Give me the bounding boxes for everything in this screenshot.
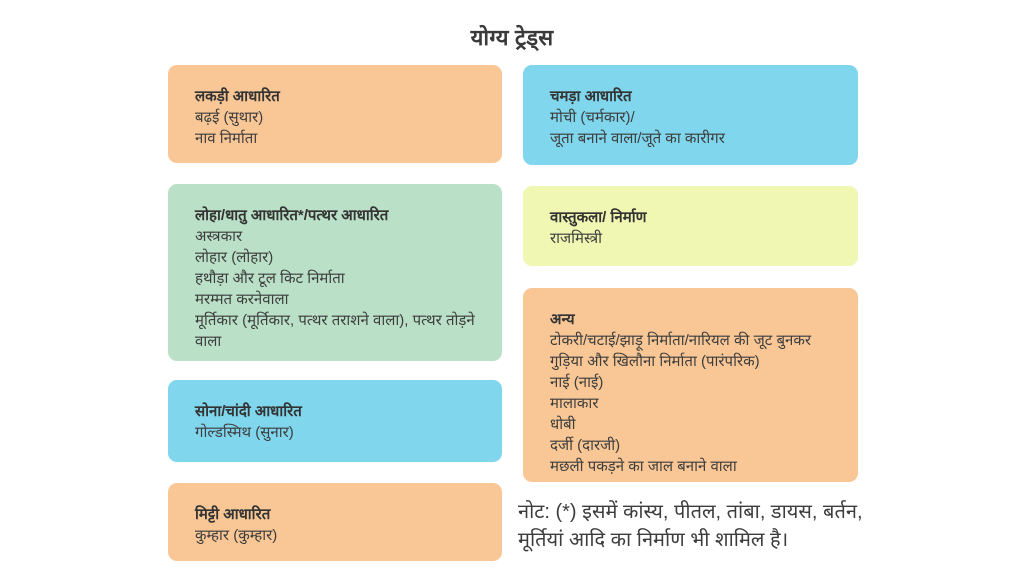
card-other-trades [523, 288, 858, 482]
trade-item: टोकरी/चटाई/झाड़ू निर्माता/नारियल की जूट बुनकर [550, 332, 811, 349]
trade-item: लोहार (लोहार) [195, 249, 274, 266]
card-leather-header: चमड़ा आधारित [550, 88, 632, 105]
trade-item: गुड़िया और खिलौना निर्माता (पारंपरिक) [550, 353, 760, 370]
trade-item: गोल्डस्मिथ (सुनार) [195, 424, 294, 441]
card-leather-based [523, 65, 858, 165]
card-architecture-header: वास्तुकला/ निर्माण [550, 209, 647, 226]
card-metal-stone-header: लोहा/धातु आधारित*/पत्थर आधारित [195, 207, 389, 224]
card-clay-based [168, 483, 502, 561]
card-gold-silver-header: सोना/चांदी आधारित [195, 403, 302, 420]
trade-item: जूता बनाने वाला/जूते का कारीगर [550, 130, 725, 147]
trade-item: मछली पकड़ने का जाल बनाने वाला [550, 458, 737, 475]
card-metal-stone-based [168, 184, 502, 361]
trade-item: कुम्हार (कुम्हार) [195, 527, 278, 544]
trade-item: बढ़ई (सुथार) [195, 109, 264, 126]
trade-item: धोबी [550, 416, 576, 433]
card-wood-based [168, 65, 502, 163]
trade-item: मरम्मत करनेवाला [195, 291, 289, 308]
card-clay-header: मिट्टी आधारित [195, 506, 271, 523]
trade-item: दर्जी (दारजी) [550, 437, 621, 454]
trade-item: मालाकार [550, 395, 599, 412]
trade-item: नाव निर्माता [195, 130, 258, 147]
trade-item: मूर्तिकार (मूर्तिकार, पत्थर तराशने वाला), पत्थर तोड़ने वाला [195, 312, 475, 350]
card-gold-silver-based [168, 380, 502, 462]
trade-item: राजमिस्त्री [550, 230, 603, 247]
trade-item: नाई (नाई) [550, 374, 604, 391]
card-other-header: अन्य [550, 311, 575, 328]
trade-item: हथौड़ा और टूल किट निर्माता [195, 270, 345, 287]
footnote: नोट: (*) इसमें कांस्य, पीतल, तांबा, डायस, बर्तन, मूर्तियां आदि का निर्माण भी शामिल है। [518, 501, 863, 551]
page-title: योग्य ट्रेड्स [470, 25, 554, 50]
card-wood-header: लकड़ी आधारित [195, 88, 280, 105]
card-architecture-construction [523, 186, 858, 266]
trade-item: अस्त्रकार [195, 228, 243, 245]
trade-item: मोची (चर्मकार)/ [550, 109, 635, 126]
